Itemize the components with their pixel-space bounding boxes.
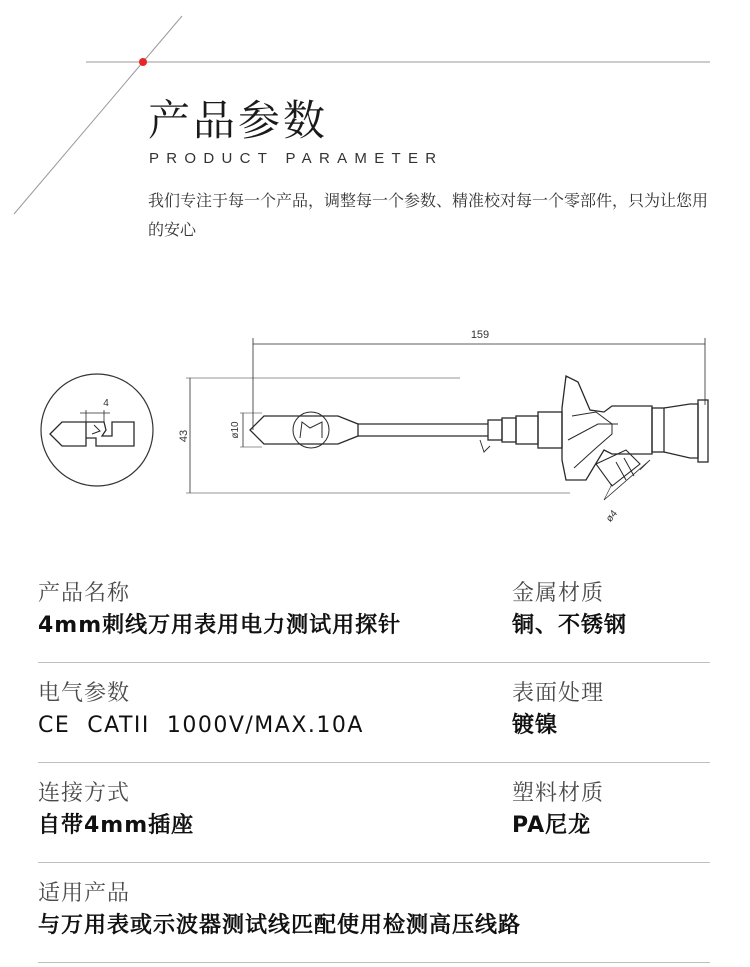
socket-diameter-dimension — [604, 460, 650, 524]
accent-dot — [139, 58, 147, 66]
param-label: 产品名称 — [38, 581, 131, 606]
param-value: 镀镍 — [512, 713, 559, 738]
param-label: 连接方式 — [38, 781, 131, 806]
param-label: 电气参数 — [38, 681, 131, 706]
param-label: 适用产品 — [38, 881, 131, 906]
param-value: CE CATII 1000V/MAX.10A — [38, 713, 364, 738]
technical-drawing — [0, 300, 750, 540]
intro-text: 我们专注于每一个产品，调整每一个参数、精准校对每一个零部件，只为让您用的安心 — [148, 191, 709, 239]
param-applicable-products — [38, 878, 521, 942]
param-metal-material — [512, 578, 627, 642]
param-row — [38, 778, 710, 863]
param-value: 与万用表或示波器测试线匹配使用检测高压线路 — [38, 913, 522, 938]
param-value: PA尼龙 — [512, 813, 592, 838]
param-label: 表面处理 — [512, 681, 605, 706]
dim-overall-length: 159 — [470, 329, 490, 341]
param-surface-treatment — [512, 678, 604, 742]
param-electrical — [38, 678, 364, 742]
param-value: 铜、不锈钢 — [512, 613, 628, 638]
param-value: 4mm刺线万用表用电力测试用探针 — [38, 613, 402, 638]
param-value: 自带4mm插座 — [38, 813, 195, 838]
param-label: 金属材质 — [512, 581, 605, 606]
param-plastic-material — [512, 778, 604, 842]
tip-diameter-dimension — [230, 413, 262, 447]
param-label: 塑料材质 — [512, 781, 605, 806]
param-row — [38, 878, 710, 963]
dim-blade-width: 4 — [103, 398, 109, 409]
page-subtitle: PRODUCT PARAMETER — [149, 150, 444, 167]
param-product-name — [38, 578, 401, 642]
dim-tip-diameter: ø10 — [230, 421, 241, 439]
param-connection — [38, 778, 194, 842]
dim-height: 43 — [178, 429, 190, 443]
param-row — [38, 678, 710, 763]
param-row — [38, 578, 710, 663]
page-title: 产品参数 — [148, 96, 329, 145]
detail-view — [41, 374, 153, 486]
dim-socket-diameter: ø4 — [604, 508, 621, 525]
